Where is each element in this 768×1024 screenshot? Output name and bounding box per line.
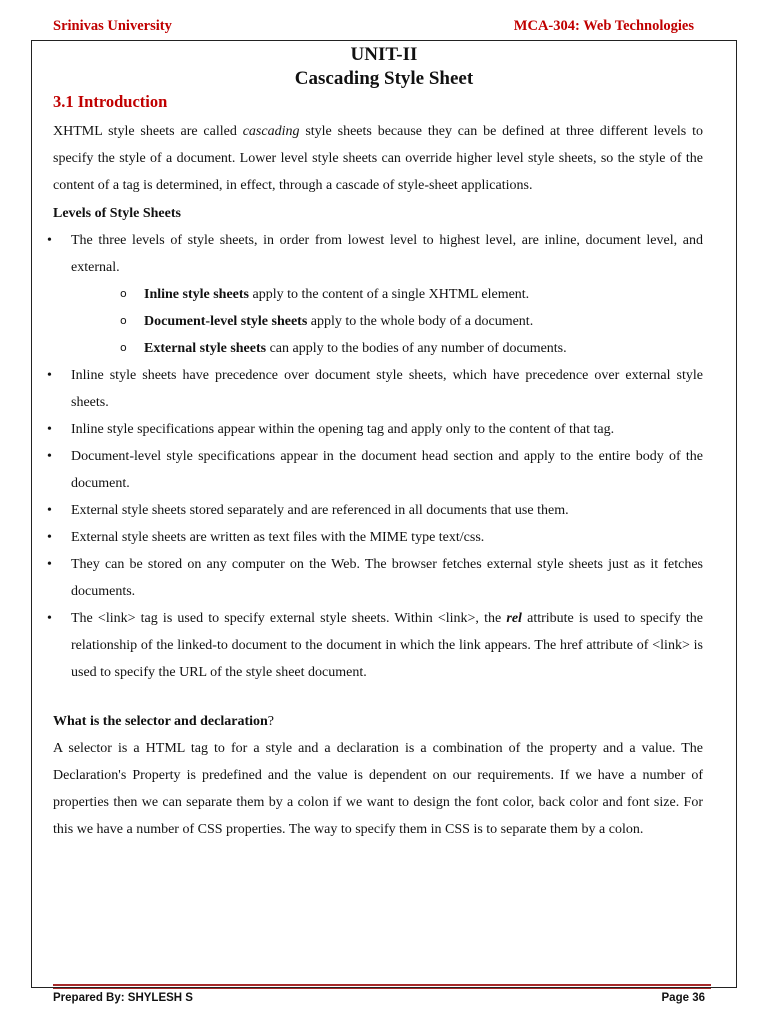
header-university: Srinivas University xyxy=(53,18,172,34)
list-item: • Document-level style specifications appear in the document head section and apply to the entire body of the document. xyxy=(53,443,703,497)
sub-item-term: External style sheets xyxy=(144,341,267,356)
bullet-text: The three levels of style sheets, in order from lowest level to highest level, are inline, document level, and external. xyxy=(71,233,703,275)
sub-item-text: apply to the whole body of a document. xyxy=(307,314,534,329)
footer-rule-thin xyxy=(53,988,711,989)
page-number: Page 36 xyxy=(661,992,705,1004)
list-item: • External style sheets are written as text files with the MIME type text/css. xyxy=(53,524,703,551)
list-item: • Inline style sheets have precedence over document style sheets, which have precedence over external style sheets. xyxy=(53,362,703,416)
footer-author: Prepared By: SHYLESH S xyxy=(53,992,193,1004)
link-text-start: The <link> tag is used to specify external style sheets. Within <link>, the xyxy=(71,611,507,626)
footer-rule xyxy=(53,984,711,986)
selector-heading-mark: ? xyxy=(267,714,274,729)
section-heading: 3.1 Introduction xyxy=(53,92,168,111)
rel-emphasis: rel xyxy=(506,611,522,626)
list-item xyxy=(53,605,703,686)
intro-emphasis: cascading xyxy=(242,124,300,139)
header-course: MCA-304: Web Technologies xyxy=(513,18,694,34)
sub-list-item xyxy=(71,308,703,335)
sub-item-term: Document-level style sheets xyxy=(144,314,308,329)
selector-paragraph: A selector is a HTML tag to for a style and a declaration is a combination of the property and a value. The Declaration's Property is predefined and the value is dependent on our requirements. If we have a number of properties then we can separate them by a colon if we want to design the font color, back color and font size. For this we have a number of CSS properties. The way to specify them in CSS is to separate them by a colon. xyxy=(53,741,703,837)
link-text-end: attribute is used to specify the relationship of the linked-to document to the document in which the link appears. The href attribute of <link> is used to specify the URL of the style sheet document. xyxy=(71,611,703,680)
sub-item-text: can apply to the bodies of any number of documents. xyxy=(266,341,567,356)
selector-heading-text: What is the selector and declaration xyxy=(53,714,268,729)
intro-paragraph xyxy=(53,118,703,199)
list-item: • They can be stored on any computer on the Web. The browser fetches external style sheets just as it fetches documents. xyxy=(53,551,703,605)
sub-list xyxy=(71,281,703,362)
bullet-list xyxy=(53,227,703,686)
sub-list-item xyxy=(71,335,703,362)
intro-text-start: XHTML style sheets are called xyxy=(53,124,243,139)
selector-heading xyxy=(53,708,274,735)
list-item xyxy=(53,227,703,362)
sub-item-text: apply to the content of a single XHTML element. xyxy=(249,287,530,302)
unit-title: UNIT-II xyxy=(350,44,418,65)
list-item: • Inline style specifications appear within the opening tag and apply only to the content of that tag. xyxy=(53,416,703,443)
page-title: Cascading Style Sheet xyxy=(294,68,474,89)
intro-text-end: style sheets because they can be defined at three different levels to specify the style of a document. Lower level style sheets can override higher level style sheets, so the style of the content of a tag is determined, in effect, through a cascade of style-sheet applications. xyxy=(53,124,703,193)
sub-list-item xyxy=(71,281,703,308)
list-item: • External style sheets stored separately and are referenced in all documents that use them. xyxy=(53,497,703,524)
sub-item-term: Inline style sheets xyxy=(144,287,249,302)
levels-heading: Levels of Style Sheets xyxy=(53,206,181,221)
